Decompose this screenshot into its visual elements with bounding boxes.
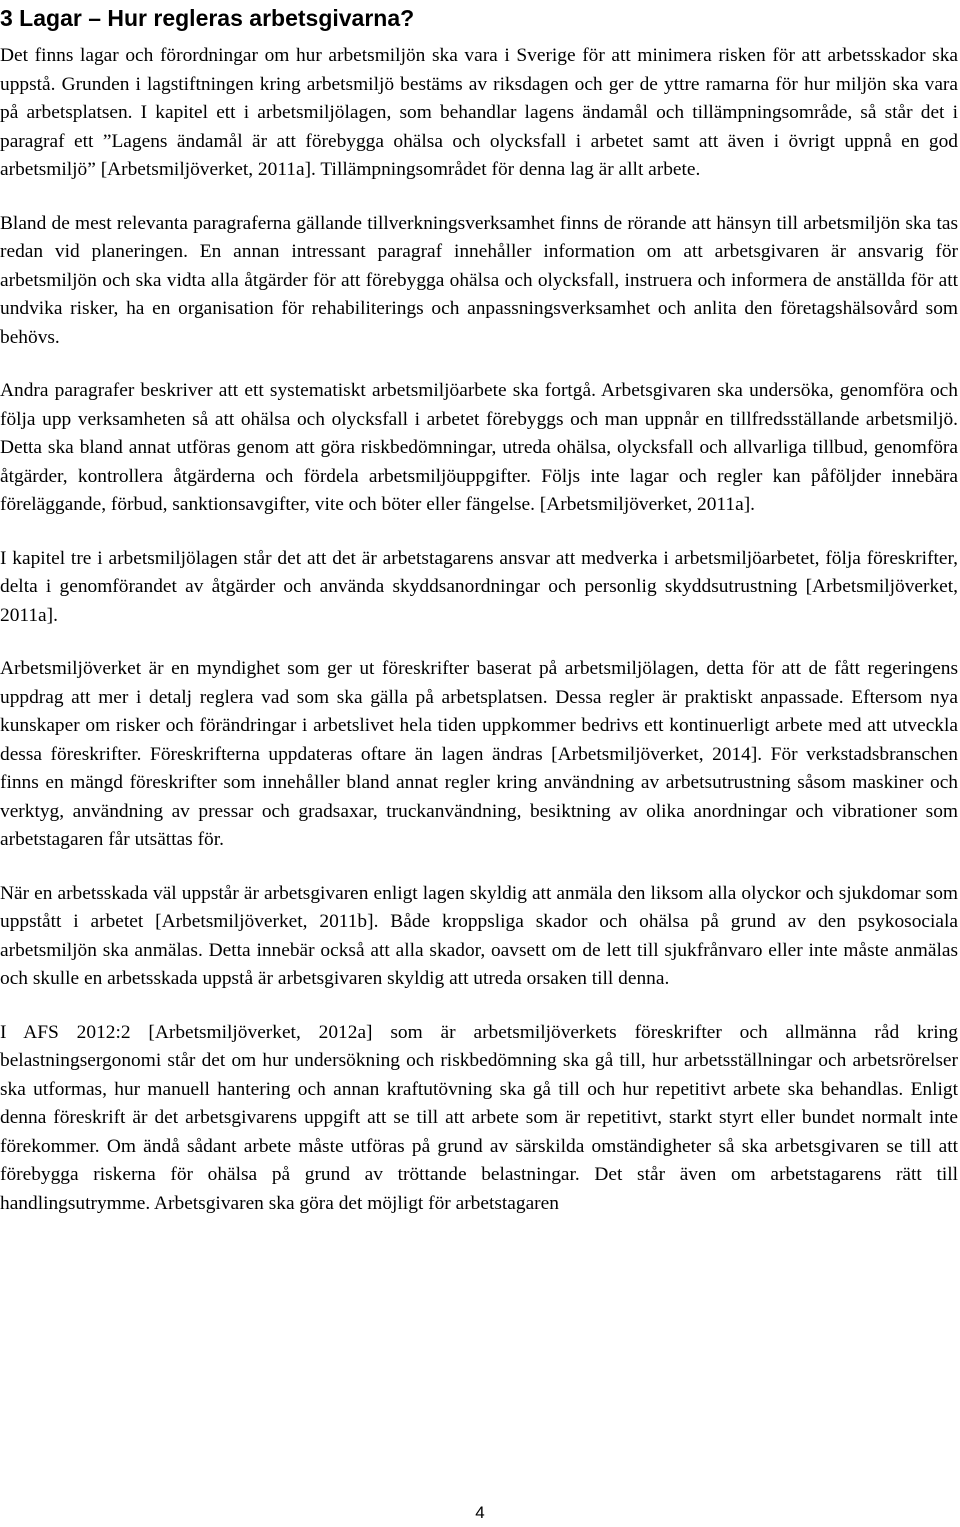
page-number: 4 [475,1503,485,1522]
body-text [0,42,958,1243]
paragraph-7: I AFS 2012:2 [Arbetsmiljöverket, 2012a] som är arbetsmiljöverkets föreskrifter och allmänna råd kring belastningsergonomi står det om hur undersökning och riskbedömning ska gå till, hur arbetsställningar och arbetsrörelser ska utformas, hur manuell hantering och annan kraftutövning ska gå till och hur repetitivt arbete ska behandlas. Enligt denna föreskrift är det arbetsgivarens uppgift att se till att arbete som är repetitivt, starkt styrt eller bundet normalt inte förekommer. Om ändå sådant arbete måste utföras på grund av särskilda omständigheter så ska arbetsgivaren se till att förebygga riskerna för ohälsa på grund av tröttande belastningar. Det står även om arbetstagarens rätt till handlingsutrymme. Arbetsgivaren ska göra det möjligt för arbetstagaren [0,1021,958,1214]
section-heading: 3 Lagar – Hur regleras arbetsgivarna? [0,5,415,31]
paragraph-2: Bland de mest relevanta paragraferna gällande tillverkningsverksamhet finns de rörande att hänsyn till arbetsmiljön ska tas redan vid planeringen. En annan intressant paragraf innehåller information om att arbetsgivaren är ansvarig för arbetsmiljön och ska vidta alla åtgärder för att förebygga ohälsa och olycksfall, instruera och informera de anställda för att undvika risker, ha en organisation för rehabiliterings och anpassningsverksamhet och anlita den företagshälsovård som behövs. [0,212,958,348]
paragraph-5: Arbetsmiljöverket är en myndighet som ger ut föreskrifter baserat på arbetsmiljölagen, detta för att de fått regeringens uppdrag att mer i detalj reglera vad som ska gälla på arbetsplatsen. Dessa regler är praktiskt anpassade. Eftersom nya kunskaper om risker och förändringar i arbetslivet hela tiden uppkommer bedrivs ett kontinuerligt arbete med att utveckla dessa föreskrifter. Föreskrifterna uppdateras oftare än lagen ändras [Arbetsmiljöverket, 2014]. För verkstadsbranschen finns en mängd föreskrifter som innehåller bland annat regler kring användning av arbetsutrustning såsom maskiner och verktyg, användning av pressar och gradsaxar, truckanvändning, besiktning av olika anordningar och vibrationer som arbetstagaren får utsättas för. [0,658,958,850]
paragraph-6: När en arbetsskada väl uppstår är arbetsgivaren enligt lagen skyldig att anmäla den liksom alla olyckor och sjukdomar som uppstått i arbetet [Arbetsmiljöverket, 2011b]. Både kroppsliga skador och ohälsa på grund av den psykosociala arbetsmiljön ska anmälas. Detta innebär också att alla skador, oavsett om de lett till sjukfrånvaro eller inte måste anmälas och skulle en arbetsskada uppstå är arbetsgivaren skyldig att utreda orsaken till denna. [0,882,958,989]
paragraph-1: Det finns lagar och förordningar om hur arbetsmiljön ska vara i Sverige för att minimera risken för att arbetsskador ska uppstå. Grunden i lagstiftningen kring arbetsmiljö bestäms av riksdagen och ger de yttre ramarna för hur miljön ska vara på arbetsplatsen. I kapitel ett i arbetsmiljölagen, som behandlar lagens ändamål och tillämpningsområde, så står det i paragraf ett ”Lagens ändamål är att förebygga ohälsa och olycksfall i arbetet samt att även i övrigt uppnå en god arbetsmiljö” [Arbetsmiljöverket, 2011a]. Tillämpningsområdet för denna lag är allt arbete. [0,45,958,180]
paragraph-3: Andra paragrafer beskriver att ett systematiskt arbetsmiljöarbete ska fortgå. Arbetsgivaren ska undersöka, genomföra och följa upp verksamheten så att ohälsa och olycksfall i arbetet förebyggs och man uppnår en tillfredsställande arbetsmiljö. Detta ska bland annat utföras genom att göra riskbedömningar, utreda ohälsa, olycksfall och allvarliga tillbud, genomföra åtgärder, kontrollera åtgärderna och fördela arbetsmiljöuppgifter. Följs inte lagar och regler kan påföljder innebära föreläggande, förbud, sanktionsavgifter, vite och böter eller fängelse. [Arbetsmiljöverket, 2011a]. [0,380,958,515]
paragraph-4: I kapitel tre i arbetsmiljölagen står det att det är arbetstagarens ansvar att medverka i arbetsmiljöarbetet, följa föreskrifter, delta i genomförandet av åtgärder och använda skyddsanordningar och personlig skyddsutrustning [Arbetsmiljöverket, 2011a]. [0,547,958,626]
